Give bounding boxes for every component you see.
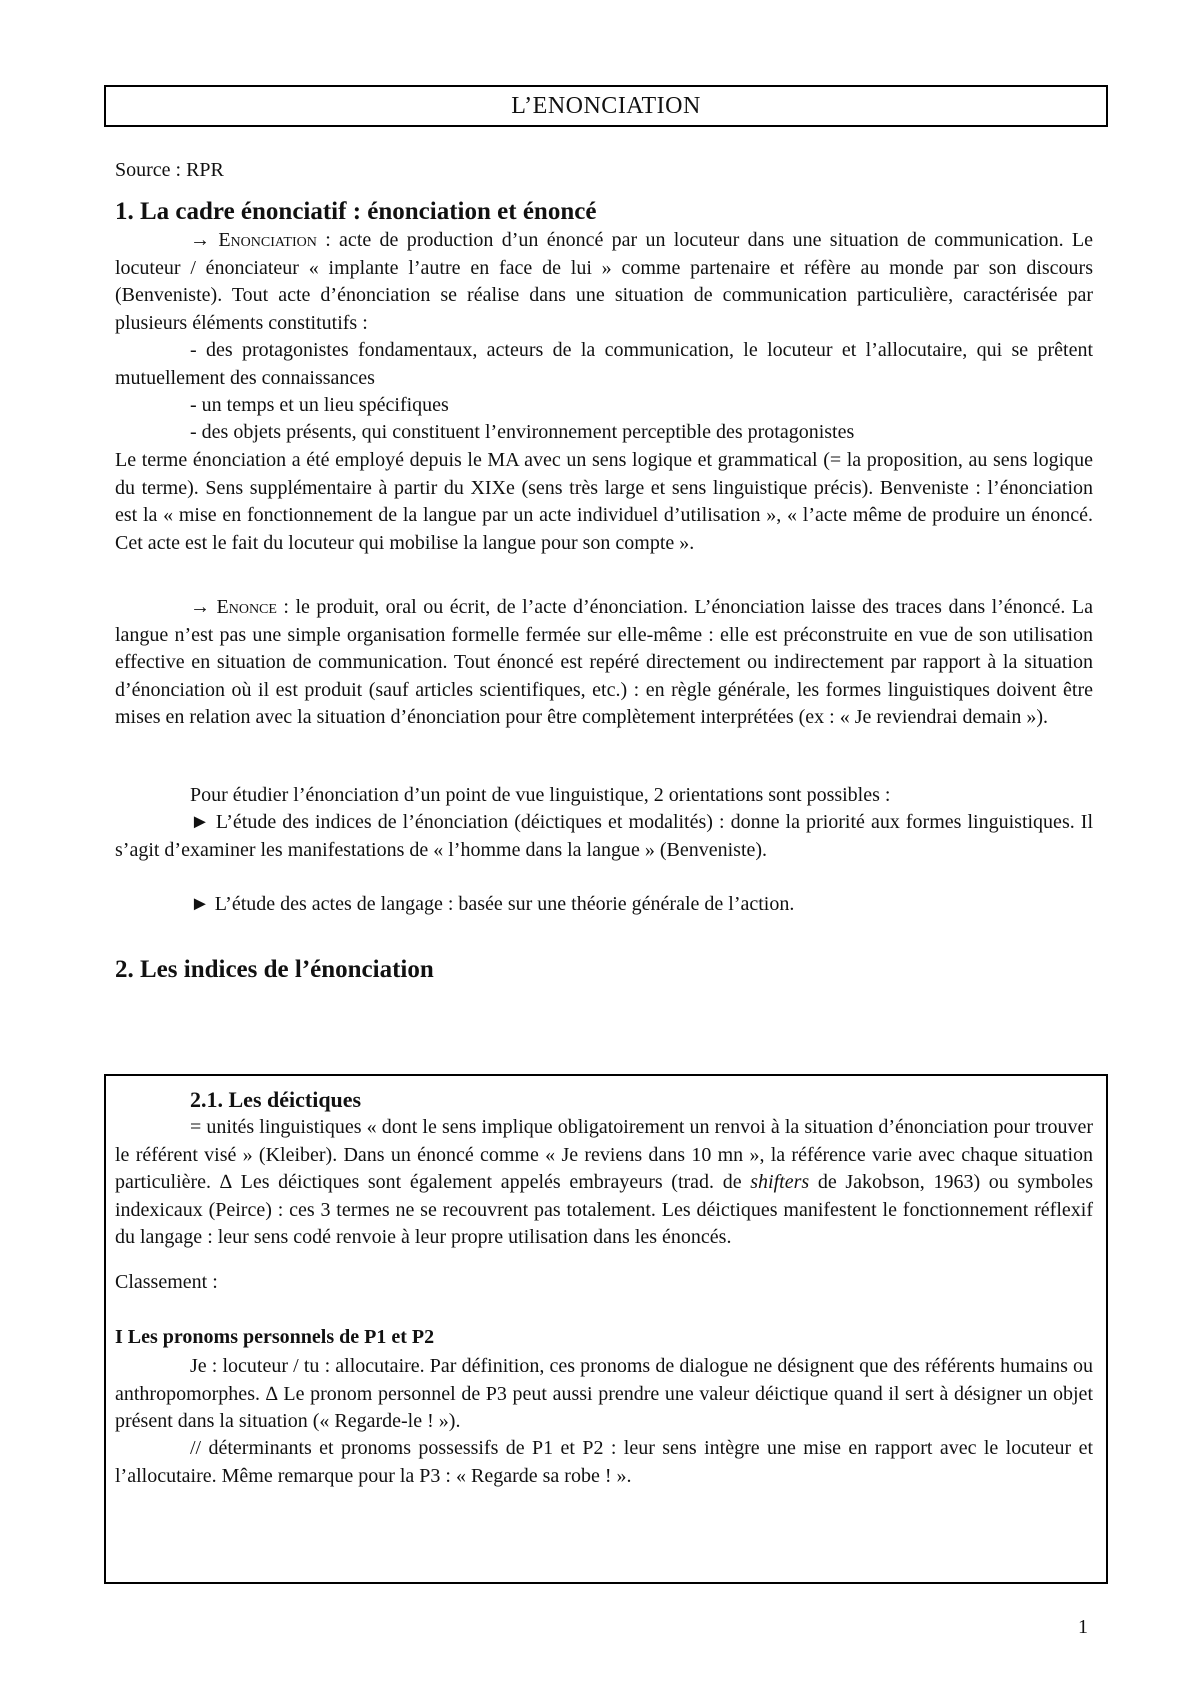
page-number: 1 — [1078, 1616, 1088, 1638]
bullet-protagonistes: - des protagonistes fondamentaux, acteurs de la communication, le locuteur et l’allocutaire, qui se prêtent mutuellement des connaissances — [115, 339, 1093, 389]
enonce-definition: : le produit, oral ou écrit, de l’acte d’énonciation. L’énonciation laisse des traces dans l’énoncé. La langue n’est pas une simple organisation formelle fermée sur elle-même : elle est préconstruite en vue de son utilisation effective en situation de communication. Tout énoncé est repéré directement ou indirectement par rapport à la situation d’énonciation où il est produit (sauf articles scientifiques, etc.) : en règle générale, les formes linguistiques doivent être mises en relation avec la situation d’énonciation pour être complètement interprétées (ex : « Je reviendrai demain »). — [115, 596, 1094, 728]
shifters-term: shifters — [750, 1171, 810, 1193]
enonce-term: Enonce — [216, 596, 277, 618]
pronoms-paragraph-2: // déterminants et pronoms possessifs de P1 et P2 : leur sens intègre une mise en rapport avec le locuteur et l’allocutaire. Même remarque pour la P3 : « Regarde sa robe ! ». — [115, 1437, 1093, 1487]
deictiques-text-start: = unités linguistiques « dont le sens implique obligatoirement un renvoi à la situation d’énonciation pour trouver le référent visé » (Kleiber). Dans un énoncé comme « Je reviens dans 10 mn », la référence varie avec chaque situation particulière. ∆ Les déictiques sont également appelés embrayeurs (trad. de — [115, 1116, 1093, 1193]
enonciation-term: Enonciation — [218, 229, 317, 251]
bullet-objets: - des objets présents, qui constituent l’environnement perceptible des protagonistes — [190, 421, 855, 443]
enonce-paragraph — [115, 594, 1093, 732]
orientation-actes: ► L’étude des actes de langage : basée sur une théorie générale de l’action. — [190, 893, 795, 915]
enonciation-arrow: → — [190, 229, 219, 251]
enonce-arrow: → — [190, 596, 217, 618]
source-line: Source : RPR — [115, 159, 224, 181]
bullet-temps-lieu: - un temps et un lieu spécifiques — [190, 394, 449, 416]
deictiques-heading: 2.1. Les déictiques — [190, 1087, 362, 1112]
enonciation-definition: : acte de production d’un énoncé par un locuteur dans une situation de communication. Le locuteur / énonciateur « implante l’autre en face de lui » comme partenaire et réfère au monde par son discours (Benveniste). Tout acte d’énonciation se réalise dans une situation de communication particulière, caractérisée par plusieurs éléments constitutifs : — [115, 229, 1094, 334]
pronoms-heading: I Les pronoms personnels de P1 et P2 — [115, 1326, 435, 1348]
section-2-heading: 2. Les indices de l’énonciation — [115, 956, 434, 983]
section-1-heading: 1. La cadre énonciatif : énonciation et énoncé — [115, 198, 597, 225]
classement-label: Classement : — [115, 1271, 218, 1293]
orientations-intro: Pour étudier l’énonciation d’un point de vue linguistique, 2 orientations sont possibles : — [190, 784, 891, 806]
terme-enonciation-paragraph: Le terme énonciation a été employé depuis le MA avec un sens logique et grammatical (= la proposition, au sens logique du terme). Sens supplémentaire à partir du XIXe (sens très large et sens linguistique précis). Benveniste : l’énonciation est la « mise en fonctionnement de la langue par un acte individuel d’utilisation », « l’acte même de produire un énoncé. Cet acte est le fait du locuteur qui mobilise la langue pour son compte ». — [115, 449, 1093, 554]
pronoms-paragraph-1: Je : locuteur / tu : allocutaire. Par définition, ces pronoms de dialogue ne désignent que des référents humains ou anthropomorphes. ∆ Le pronom personnel de P3 peut aussi prendre une valeur déictique quand il sert à désigner un objet présent dans la situation (« Regarde-le ! »). — [115, 1355, 1093, 1432]
orientation-indices: ► L’étude des indices de l’énonciation (déictiques et modalités) : donne la priorité aux formes linguistiques. Il s’agit d’examiner les manifestations de « l’homme dans la langue » (Benveniste). — [115, 811, 1093, 861]
enonciation-paragraph — [115, 227, 1093, 337]
deictiques-text-end: de Jakobson, 1963) ou symboles indexicaux (Peirce) : ces 3 termes ne se recouvrent pas totalement. Les déictiques manifestent le fonctionnement réflexif du langage : leur sens codé renvoie à leur propre utilisation dans les énoncés. — [115, 1171, 1093, 1248]
document-title — [104, 85, 1108, 127]
deictiques-paragraph — [115, 1114, 1093, 1252]
document-title-text: L’ENONCIATION — [511, 92, 701, 119]
